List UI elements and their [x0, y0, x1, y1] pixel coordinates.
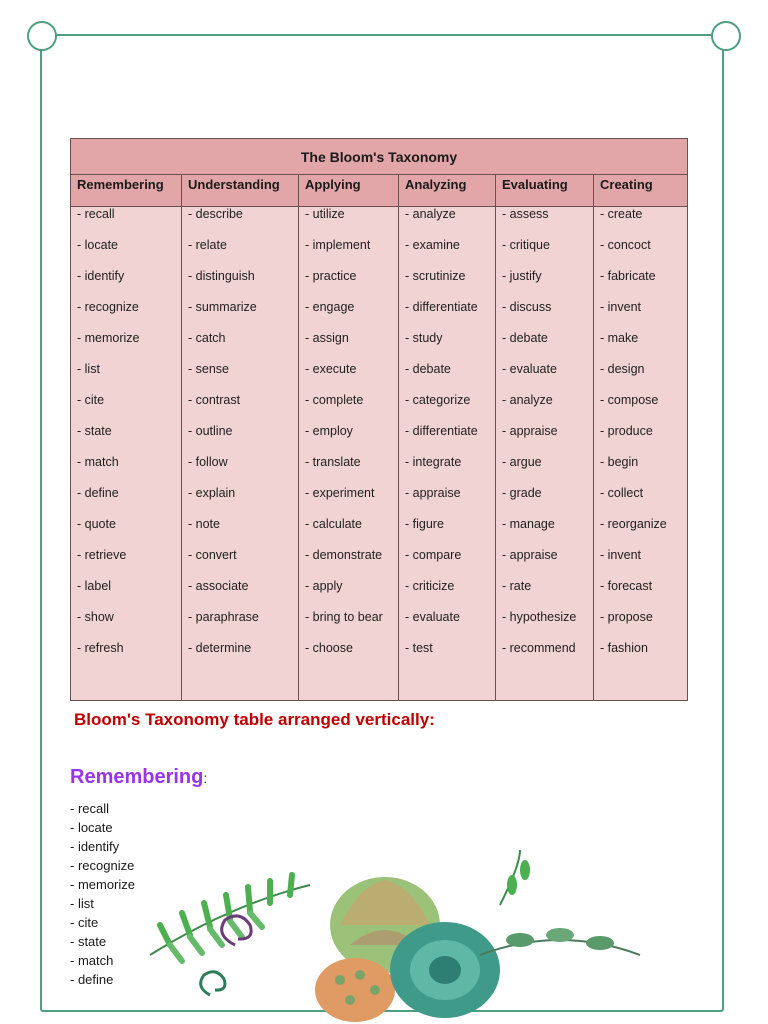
table-cell: - evaluate [405, 610, 460, 624]
remembering-title-text: Remembering [70, 766, 204, 788]
table-cell: - sense [188, 362, 229, 376]
table-cell: - contrast [188, 393, 241, 407]
column-items [182, 207, 298, 672]
table-cell: - execute [305, 362, 357, 376]
table-cell: - show [77, 610, 114, 624]
table-cell: - scrutinize [405, 269, 466, 283]
table-cell: - relate [188, 238, 227, 252]
table-cell: - recognize [77, 300, 139, 314]
eucalyptus-branch-icon [480, 850, 640, 955]
table-cell: - compare [405, 548, 462, 562]
table-cell: - forecast [600, 579, 653, 593]
list-item: - cite [70, 915, 99, 930]
remembering-list [70, 799, 135, 989]
table-columns [71, 175, 687, 701]
table-cell: - concoct [600, 238, 651, 252]
table-cell: - locate [77, 238, 118, 252]
table-cell: - choose [305, 641, 353, 655]
table-cell: - summarize [188, 300, 257, 314]
table-cell: - differentiate [405, 424, 478, 438]
list-item: - identify [70, 839, 120, 854]
table-cell: - complete [305, 393, 364, 407]
column-remembering [71, 175, 182, 701]
vertical-arrangement-heading: Bloom's Taxonomy table arranged vertically: [74, 710, 435, 729]
list-item: - recall [70, 801, 110, 816]
table-cell: - experiment [305, 486, 375, 500]
table-cell: - outline [188, 424, 233, 438]
table-cell: - grade [502, 486, 542, 500]
table-cell: - categorize [405, 393, 471, 407]
table-cell: - fabricate [600, 269, 656, 283]
table-cell: - test [405, 641, 433, 655]
table-cell: - appraise [502, 424, 558, 438]
table-title: The Bloom's Taxonomy [71, 139, 687, 175]
column-header: Analyzing [399, 175, 495, 207]
column-items [71, 207, 181, 672]
column-analyzing [399, 175, 496, 701]
table-cell: - assign [305, 331, 349, 345]
table-cell: - determine [188, 641, 252, 655]
table-cell: - refresh [77, 641, 124, 655]
table-cell: - bring to bear [305, 610, 383, 624]
column-items [496, 207, 593, 672]
table-cell: - hypothesize [502, 610, 577, 624]
column-header: Creating [594, 175, 687, 207]
table-cell: - describe [188, 207, 243, 221]
table-cell: - calculate [305, 517, 362, 531]
taxonomy-table [70, 138, 688, 701]
table-cell: - recall [77, 207, 115, 221]
list-item: - define [70, 972, 114, 987]
table-cell: - discuss [502, 300, 552, 314]
table-cell: - appraise [405, 486, 461, 500]
table-cell: - criticize [405, 579, 455, 593]
table-cell: - compose [600, 393, 659, 407]
table-cell: - identify [77, 269, 125, 283]
list-item: - locate [70, 820, 113, 835]
table-cell: - match [77, 455, 119, 469]
lotus-pod-icon [315, 958, 395, 1022]
table-cell: - analyze [502, 393, 553, 407]
column-header: Applying [299, 175, 398, 207]
frame-corner-top-left [27, 21, 57, 51]
table-cell: - label [77, 579, 112, 593]
table-cell: - fashion [600, 641, 648, 655]
remembering-title-colon: : [203, 770, 208, 786]
list-item: - recognize [70, 858, 135, 873]
table-cell: - memorize [77, 331, 140, 345]
column-evaluating [496, 175, 594, 701]
column-creating [594, 175, 687, 701]
column-items [399, 207, 495, 672]
table-cell: - propose [600, 610, 653, 624]
table-cell: - distinguish [188, 269, 255, 283]
table-cell: - associate [188, 579, 249, 593]
table-cell: - assess [502, 207, 549, 221]
table-cell: - invent [600, 548, 641, 562]
table-cell: - manage [502, 517, 555, 531]
table-cell: - state [77, 424, 112, 438]
table-cell: - begin [600, 455, 639, 469]
column-understanding [182, 175, 299, 701]
list-item: - memorize [70, 877, 136, 892]
botanical-illustration [140, 845, 650, 1024]
table-cell: - figure [405, 517, 444, 531]
table-cell: - retrieve [77, 548, 127, 562]
column-items [594, 207, 687, 672]
table-cell: - differentiate [405, 300, 478, 314]
table-cell: - invent [600, 300, 641, 314]
table-cell: - practice [305, 269, 357, 283]
list-item: - match [70, 953, 114, 968]
frame-corner-top-right [711, 21, 741, 51]
table-cell: - demonstrate [305, 548, 383, 562]
table-cell: - collect [600, 486, 644, 500]
succulent-icon [390, 922, 500, 1018]
column-applying [299, 175, 399, 701]
table-cell: - evaluate [502, 362, 557, 376]
table-cell: - make [600, 331, 639, 345]
table-cell: - paraphrase [188, 610, 259, 624]
column-header: Remembering [71, 175, 181, 207]
table-cell: - debate [405, 362, 451, 376]
table-cell: - justify [502, 269, 542, 283]
column-items [299, 207, 398, 672]
column-header: Evaluating [496, 175, 593, 207]
table-cell: - design [600, 362, 645, 376]
table-cell: - implement [305, 238, 371, 252]
table-cell: - integrate [405, 455, 462, 469]
table-cell: - utilize [305, 207, 345, 221]
table-cell: - recommend [502, 641, 576, 655]
table-cell: - explain [188, 486, 236, 500]
table-cell: - quote [77, 517, 116, 531]
table-cell: - analyze [405, 207, 456, 221]
table-cell: - translate [305, 455, 361, 469]
remembering-section-title [70, 766, 207, 789]
table-cell: - critique [502, 238, 550, 252]
table-cell: - employ [305, 424, 353, 438]
table-cell: - create [600, 207, 643, 221]
table-cell: - examine [405, 238, 460, 252]
list-item: - state [70, 934, 107, 949]
table-cell: - convert [188, 548, 237, 562]
list-item: - list [70, 896, 94, 911]
table-cell: - apply [305, 579, 343, 593]
table-cell: - engage [305, 300, 355, 314]
table-cell: - catch [188, 331, 226, 345]
table-cell: - debate [502, 331, 548, 345]
table-cell: - argue [502, 455, 542, 469]
table-cell: - produce [600, 424, 653, 438]
table-cell: - note [188, 517, 220, 531]
table-cell: - list [77, 362, 100, 376]
table-cell: - reorganize [600, 517, 667, 531]
table-cell: - follow [188, 455, 228, 469]
column-header: Understanding [182, 175, 298, 207]
table-cell: - study [405, 331, 443, 345]
table-cell: - rate [502, 579, 532, 593]
table-cell: - cite [77, 393, 105, 407]
table-cell: - define [77, 486, 119, 500]
table-cell: - appraise [502, 548, 558, 562]
